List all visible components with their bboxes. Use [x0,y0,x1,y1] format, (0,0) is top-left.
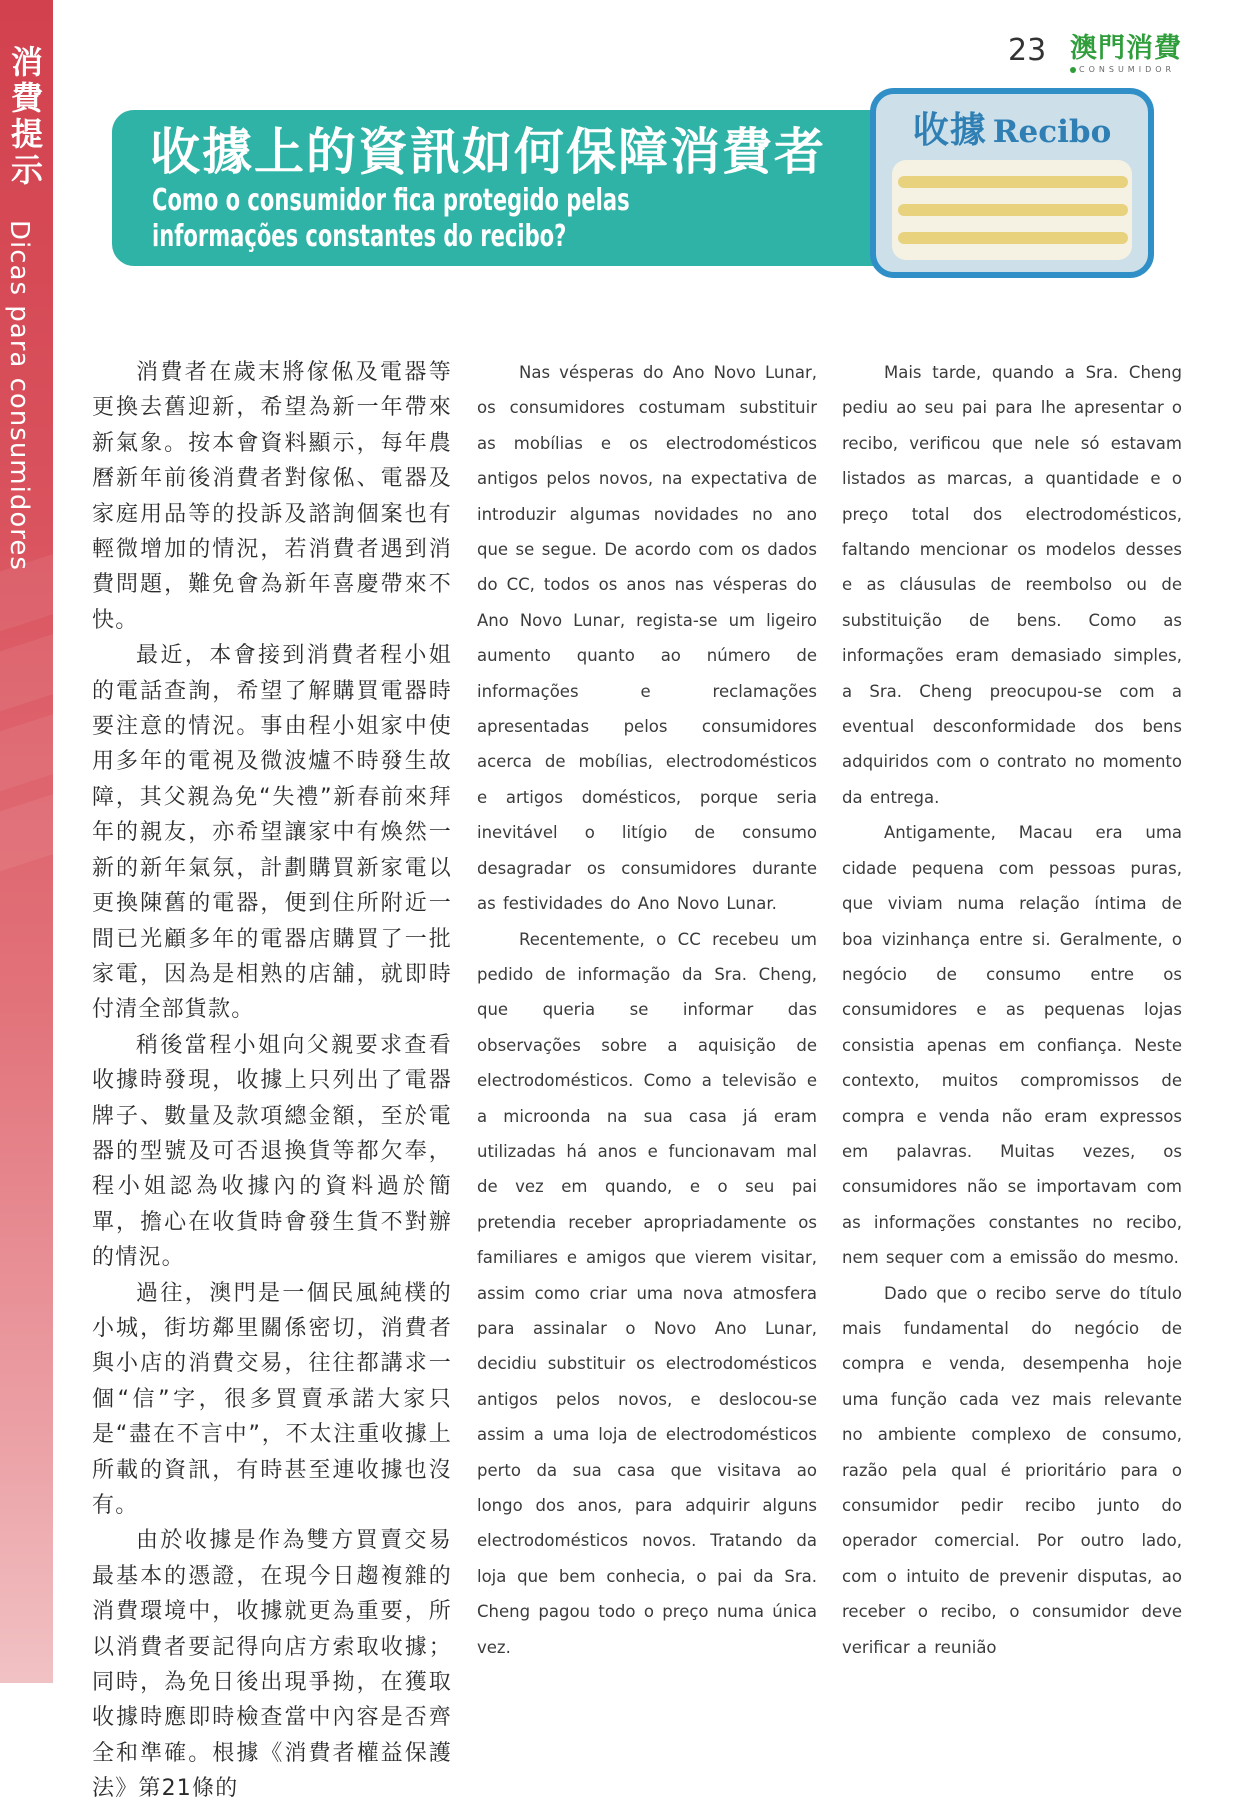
article-body-zh [92,355,452,1807]
receipt-line [898,204,1128,216]
logo-subtitle [1070,65,1185,74]
receipt-label-zh: 收據 [912,110,987,151]
receipt-label-pt: Recibo [992,114,1112,150]
paragraph: Recentemente, o CC recebeu um pedido de informação da Sra. Cheng, que queria se informar das observações sobre a aquisição de electrodomésticos. Como a televisão e a microonda na sua casa já eram utilizadas há anos e funcionavam mal de vez em quando, e o seu pai pretendia receber apropriadamente os familiares e amigos que vierem visitar, assim como criar uma nova atmosfera para assinalar o Novo Ano Lunar, decidiu substituir os electrodomésticos antigos pelos novos, e deslocou-se assim a uma loja de electrodomésticos perto da sua casa que visitava ao longo dos anos, para adquirir alguns electrodomésticos novos. Tratando da loja que bem conhecia, o pai da Sra. Cheng pagou todo o preço numa única vez. [477,929,817,1657]
section-title-zh: 消費提示 [10,43,43,189]
paragraph: Dado que o recibo serve do título mais fundamental do negócio de compra e venda, desempenha hoje uma função cada vez mais relevante no ambiente complexo de consumo, razão pela qual é prioritário para o consumidor pedir recibo junto do operador comercial. Por outro lado, com o intuito de prevenir disputas, ao receber o recibo, o consumidor deve verificar a reunião [842,1283,1182,1657]
article-title-pt: Como o consumidor fica protegido pelas informações constantes do recibo? [152,183,630,254]
logo-subtitle-text: CONSUMIDOR [1079,65,1176,74]
receipt-illustration [870,88,1154,278]
section-title-pt: Dicas para consumidores [4,220,34,571]
article-body-pt-col2 [842,355,1182,1665]
magazine-logo [1070,34,1185,76]
article-body-pt-col1 [477,355,817,1665]
paragraph: Antigamente, Macau era uma cidade pequena com pessoas puras, que viviam numa relação íntima de boa vizinhança entre si. Geralmente, o negócio de consumo entre os consumidores e as pequenas lojas consistia apenas em confiança. Neste contexto, muitos compromissos de compra e venda não eram expressos em palavras. Muitas vezes, os consumidores não se importavam com as informações constantes no recibo, nem sequer com a emissão do mesmo. [842,823,1182,1268]
paragraph: 最近，本會接到消費者程小姐的電話查詢，希望了解購買電器時要注意的情況。事由程小姐家中使用多年的電視及微波爐不時發生故障，其父親為免“失禮”新春前來拜年的親友，亦希望讓家中有煥然一新的新年氣氛，計劃購買新家電以更換陳舊的電器，便到住所附近一間已光顧多年的電器店購買了一批家電，因為是相熟的店舖，就即時付清全部貨款。 [92,643,452,1023]
sidebar-stripe [0,782,53,878]
logo-text: 澳門消費 [1070,33,1182,64]
paragraph: Mais tarde, quando a Sra. Cheng pediu ao seu pai para lhe apresentar o recibo, verificou que nele só estavam listados as marcas, a quantidade e o preço total dos electrodomésticos, faltando mencionar os modelos desses e as cláusulas de reembolso ou de substituição de bens. Como as informações eram demasiado simples, a Sra. Cheng preocupou-se com a eventual desconformidade dos bens adquiridos com o contrato no momento da entrega. [842,363,1182,807]
sidebar-stripe [0,622,53,718]
paragraph: Nas vésperas do Ano Novo Lunar, os consumidores costumam substituir as mobílias e os electrodomésticos antigos pelos novos, na expectativa de introduzir algumas novidades no ano que se segue. De acordo com os dados do CC, todos os anos nas vésperas do Ano Novo Lunar, regista-se um ligeiro aumento quanto ao número de informações e reclamações apresentadas pelos consumidores acerca de mobílias, electrodomésticos e artigos domésticos, porque seria inevitável o litígio de consumo desagradar os consumidores durante as festividades do Ano Novo Lunar. [477,363,817,914]
receipt-line [898,176,1128,188]
receipt-line [898,232,1128,244]
logo-dot-icon [1070,67,1076,73]
paragraph: 由於收據是作為雙方買賣交易最基本的憑證，在現今日趨複雜的消費環境中，收據就更為重要，所以消費者要記得向店方索取收據；同時，為免日後出現爭拗，在獲取收據時應即時檢查當中內容是否齊全和準確。根據《消費者權益保護法》第21條的 [92,1528,452,1802]
receipt-label [876,102,1148,153]
paragraph: 稍後當程小姐向父親要求查看收據時發現，收據上只列出了電器牌子、數量及款項總金額，至於電器的型號及可否退換貨等都欠奉，程小姐認為收據內的資料過於簡單，擔心在收貨時會發生貨不對辦的情況。 [92,1032,452,1271]
paragraph: 過往，澳門是一個民風純樸的小城，街坊鄰里關係密切，消費者與小店的消費交易，往往都講求一個“信”字，很多買賣承諾大家只是“盡在不言中”，不太注重收據上所載的資訊，有時甚至連收據也沒有。 [92,1280,452,1518]
article-title-zh: 收據上的資訊如何保障消費者 [150,123,826,181]
paragraph: 消費者在歲末將傢俬及電器等更換去舊迎新，希望為新一年帶來新氣象。按本會資料顯示，每年農曆新年前後消費者對傢俬、電器及家庭用品等的投訴及諮詢個案也有輕微增加的情況，若消費者遇到消費問題，難免會為新年喜慶帶來不快。 [92,360,452,633]
sidebar-stripe [0,702,53,798]
page-number: 23 [1008,33,1047,68]
